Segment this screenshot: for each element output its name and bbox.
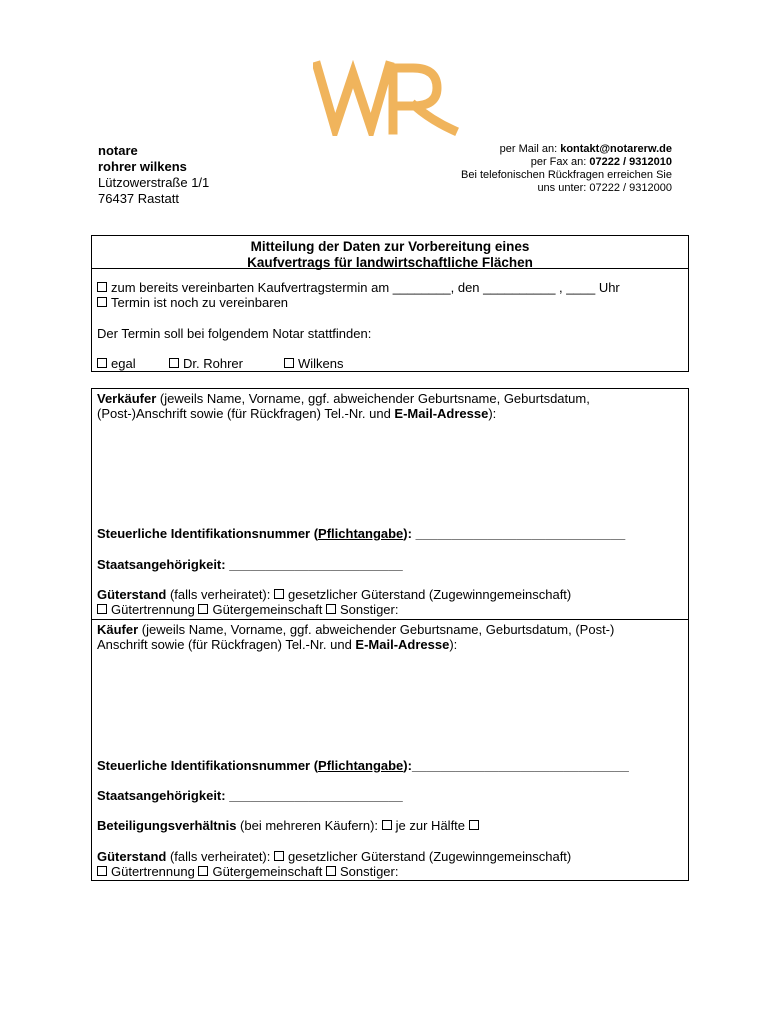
- notar-prompt: Der Termin soll bei folgendem Notar stattfinden:: [97, 326, 372, 341]
- verkaeufer-gueterstand-options: [97, 602, 398, 617]
- verkaeufer-staat-field[interactable]: Staatsangehörigkeit: ________________________: [97, 557, 403, 572]
- sender-line1: notare: [98, 143, 138, 158]
- steuer-pflicht: Pflichtangabe: [318, 526, 404, 541]
- kaeufer-desc-b: Anschrift sowie (für Rückfragen) Tel.-Nr. und: [97, 637, 356, 652]
- checkbox[interactable]: [97, 297, 107, 307]
- mail-address[interactable]: kontakt@notarerw.de: [560, 143, 672, 155]
- option-label: Gütertrennung: [111, 864, 195, 879]
- checkbox[interactable]: [469, 820, 479, 830]
- termin-option-fixed[interactable]: [97, 280, 620, 295]
- form-title: [92, 236, 688, 269]
- termin-option-fixed-label: zum bereits vereinbarten Kaufvertragstermin am ________, den __________ , ____ Uhr: [111, 280, 620, 295]
- notar-option-wilkens[interactable]: [284, 356, 344, 371]
- option-label: Gütergemeinschaft: [212, 602, 323, 617]
- checkbox[interactable]: [198, 866, 208, 876]
- kaeufer-heading-line: [97, 622, 614, 637]
- notar-option-rohrer[interactable]: [169, 356, 243, 371]
- termin-option-open-label: Termin ist noch zu vereinbaren: [111, 295, 289, 310]
- contact-info: [412, 143, 672, 195]
- gueterstand-hint: (falls verheiratet):: [166, 587, 274, 602]
- checkbox[interactable]: [274, 589, 284, 599]
- verkaeufer-desc-a: (jeweils Name, Vorname, ggf. abweichender Geburtsname, Geburtsdatum,: [156, 391, 590, 406]
- termin-option-open[interactable]: [97, 295, 288, 310]
- checkbox[interactable]: [198, 604, 208, 614]
- kaeufer-beteiligung: [97, 818, 483, 833]
- beteiligung-hint: (bei mehreren Käufern):: [236, 818, 382, 833]
- verkaeufer-section: [91, 388, 689, 620]
- sender-line4: 76437 Rastatt: [98, 191, 179, 206]
- kaeufer-desc-line: [97, 637, 457, 652]
- checkbox[interactable]: [274, 851, 284, 861]
- phone-line1: Bei telefonischen Rückfragen erreichen Sie: [461, 169, 672, 181]
- gueterstand-label: Güterstand: [97, 587, 167, 602]
- fax-number: 07222 / 9312010: [589, 156, 672, 168]
- checkbox[interactable]: [326, 866, 336, 876]
- option-label: Gütertrennung: [111, 602, 195, 617]
- option-label: je zur Hälfte: [395, 818, 466, 833]
- verkaeufer-desc-end: ):: [488, 406, 497, 421]
- steuer-end: ): _____________________________: [403, 526, 626, 541]
- fax-prefix: per Fax an:: [530, 156, 590, 168]
- mail-prefix: per Mail an:: [499, 143, 561, 155]
- gueterstand-label: Güterstand: [97, 849, 167, 864]
- kaeufer-steuer-field[interactable]: [97, 758, 629, 773]
- gueterstand-hint: (falls verheiratet):: [166, 849, 274, 864]
- beteiligung-label: Beteiligungsverhältnis: [97, 818, 237, 833]
- steuer-pflicht: Pflichtangabe: [318, 758, 404, 773]
- sender-address: [98, 143, 209, 207]
- checkbox[interactable]: [97, 358, 107, 368]
- steuer-label: Steuerliche Identifikationsnummer (: [97, 526, 319, 541]
- option-label: gesetzlicher Güterstand (Zugewinngemeinschaft): [288, 587, 572, 602]
- notar-option-label: Wilkens: [298, 356, 344, 371]
- option-label: Sonstiger:: [339, 602, 399, 617]
- kaeufer-staat-field[interactable]: Staatsangehörigkeit: ________________________: [97, 788, 403, 803]
- checkbox[interactable]: [97, 604, 107, 614]
- verkaeufer-steuer-field[interactable]: [97, 526, 625, 541]
- verkaeufer-desc-b: (Post-)Anschrift sowie (für Rückfragen) Tel.-Nr. und: [97, 406, 395, 421]
- steuer-end: ):______________________________: [403, 758, 629, 773]
- notar-option-egal[interactable]: [97, 356, 136, 371]
- kaeufer-gueterstand-options: [97, 864, 398, 879]
- verkaeufer-desc-line: [97, 406, 496, 421]
- kaeufer-gueterstand: [97, 849, 571, 864]
- steuer-label: Steuerliche Identifikationsnummer (: [97, 758, 319, 773]
- option-label: Sonstiger:: [339, 864, 399, 879]
- option-label: Gütergemeinschaft: [212, 864, 323, 879]
- kaeufer-desc-a: (jeweils Name, Vorname, ggf. abweichender Geburtsname, Geburtsdatum, (Post-): [138, 622, 615, 637]
- form-title-line1: Mitteilung der Daten zur Vorbereitung eines: [250, 239, 530, 254]
- checkbox[interactable]: [326, 604, 336, 614]
- form-title-line2: Kaufvertrags für landwirtschaftliche Flächen: [247, 255, 533, 270]
- checkbox[interactable]: [97, 282, 107, 292]
- verkaeufer-email-label: E-Mail-Adresse: [394, 406, 489, 421]
- verkaeufer-gueterstand: [97, 587, 571, 602]
- kaeufer-email-label: E-Mail-Adresse: [355, 637, 450, 652]
- notary-logo: [313, 60, 459, 136]
- notar-option-label: Dr. Rohrer: [183, 356, 243, 371]
- phone-line2: uns unter: 07222 / 9312000: [537, 182, 672, 194]
- sender-line3: Lützowerstraße 1/1: [98, 175, 210, 190]
- notar-option-label: egal: [111, 356, 136, 371]
- sender-line2: rohrer wilkens: [98, 159, 187, 174]
- verkaeufer-heading-line: [97, 391, 590, 406]
- kaeufer-heading: Käufer: [97, 622, 139, 637]
- checkbox[interactable]: [169, 358, 179, 368]
- verkaeufer-heading: Verkäufer: [97, 391, 157, 406]
- checkbox[interactable]: [382, 820, 392, 830]
- checkbox[interactable]: [97, 866, 107, 876]
- termin-section: [91, 235, 689, 372]
- kaeufer-desc-end: ):: [449, 637, 458, 652]
- checkbox[interactable]: [284, 358, 294, 368]
- kaeufer-section: [91, 619, 689, 881]
- option-label: gesetzlicher Güterstand (Zugewinngemeinschaft): [288, 849, 572, 864]
